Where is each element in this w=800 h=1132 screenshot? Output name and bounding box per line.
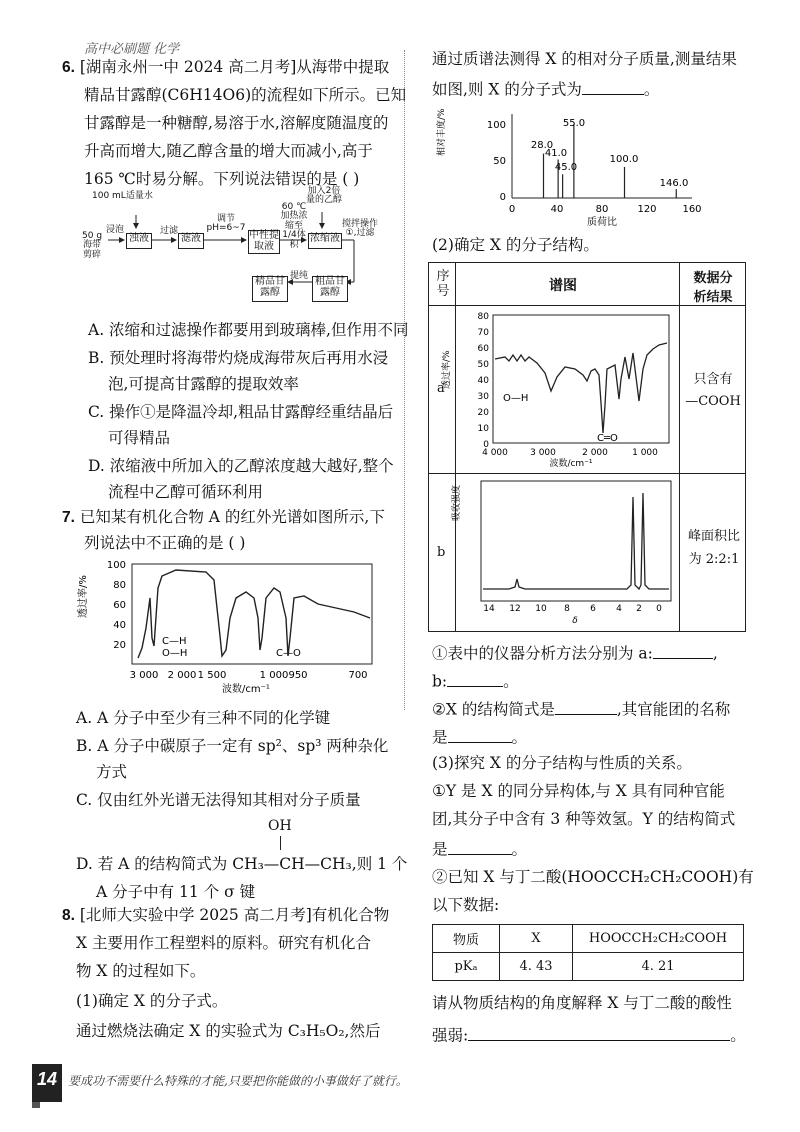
- q8-part3: (3)探究 X 的分子结构与性质的关系。: [432, 754, 692, 772]
- q8-sub2: ②X 的结构简式是: [432, 700, 555, 719]
- svg-text:100: 100: [486, 120, 506, 131]
- svg-text:120: 120: [637, 204, 657, 215]
- q6-option-b-cont: 泡,可提高甘露醇的提取效率: [108, 375, 299, 393]
- q6-line3: 甘露醇是一种糖醇,易溶于水,溶解度随温度的: [84, 114, 389, 132]
- svg-text:3 000: 3 000: [530, 448, 556, 458]
- svg-text:2: 2: [636, 604, 642, 614]
- svg-text:45.0: 45.0: [554, 162, 578, 173]
- svg-text:20: 20: [113, 640, 126, 651]
- flow-stir: 搅拌操作①,过滤: [341, 219, 378, 239]
- svg-text:100: 100: [106, 560, 126, 571]
- row-b-label: b: [437, 545, 446, 560]
- svg-text:100.0: 100.0: [609, 154, 639, 165]
- row-a-result-2: —COOH: [685, 394, 741, 410]
- peak-ch: C—H: [162, 636, 187, 647]
- flow-soak: 浸泡: [106, 225, 125, 235]
- svg-text:0: 0: [656, 604, 662, 614]
- svg-text:40: 40: [113, 620, 126, 631]
- svg-text:3 000: 3 000: [129, 670, 159, 681]
- q8-s4: ②已知 X 与丁二酸(HOOCCH₂CH₂COOH)有: [432, 868, 754, 886]
- pka-h3: HOOCCH₂CH₂COOH: [573, 925, 744, 953]
- ir-spectrum-a: [78, 558, 386, 698]
- q7-line1: 已知某有机化合物 A 的红外光谱如图所示,下: [79, 508, 385, 526]
- q6-line5: 165 ℃时易分解。下列说法错误的是 ( ): [84, 170, 360, 188]
- q7-option-c: C. 仅由红外光谱无法得知其相对分子质量: [76, 791, 361, 809]
- svg-text:1 000: 1 000: [259, 670, 289, 681]
- flow-box-filtrate: 滤液: [178, 233, 204, 249]
- question-number: 7.: [62, 509, 75, 526]
- q6-line4: 升高而增大,随乙醇含量的增大而减小,高于: [84, 142, 373, 160]
- svg-text:30: 30: [477, 392, 489, 402]
- q8-part2: (2)确定 X 的分子结构。: [432, 236, 599, 254]
- page-number: 14: [32, 1064, 62, 1102]
- svg-text:0: 0: [499, 192, 506, 203]
- ir-xlabel: 波数/cm⁻¹: [222, 684, 270, 695]
- blank-explanation[interactable]: [468, 1024, 730, 1041]
- flow-box-refined: 精品甘露醇: [252, 276, 288, 302]
- svg-text:1 000: 1 000: [632, 448, 658, 458]
- q6-option-a: A. 浓缩和过滤操作都要用到玻璃棒,但作用不同: [88, 321, 409, 339]
- q7-option-b-cont: 方式: [96, 763, 128, 781]
- svg-text:80: 80: [477, 312, 489, 322]
- q8-line2: X 主要用作工程塑料的原料。研究有机化合: [76, 934, 371, 952]
- peak-co: C—O: [276, 648, 301, 659]
- svg-text:14: 14: [483, 604, 495, 614]
- question-number: 6.: [62, 59, 75, 76]
- flow-box-turbid: 浊液: [126, 233, 152, 249]
- blank-formula[interactable]: [582, 78, 644, 95]
- th-result-1: 数据分: [693, 271, 733, 286]
- svg-text:O—H: O—H: [503, 393, 529, 404]
- q7-option-d: D. 若 A 的结构简式为 CH₃—CH—CH₃,则 1 个: [76, 855, 408, 873]
- blank-structure[interactable]: [555, 698, 617, 715]
- q6-line1: [湖南永州一中 2024 高二月考]从海带中提取: [79, 58, 390, 76]
- svg-text:50: 50: [477, 360, 489, 370]
- svg-text:60: 60: [113, 600, 126, 611]
- svg-text:80: 80: [113, 580, 126, 591]
- question-number: 8.: [62, 907, 75, 924]
- q8-sub2c: 是: [432, 728, 448, 747]
- svg-text:4: 4: [616, 604, 622, 614]
- ir-ylabel: 透过率/%: [78, 575, 89, 618]
- q8-line3: 物 X 的过程如下。: [76, 962, 206, 980]
- flow-box-crude: 粗品甘露醇: [312, 276, 348, 302]
- svg-text:8: 8: [564, 604, 570, 614]
- q8-s1: ①Y 是 X 的同分异构体,与 X 具有同种官能: [432, 782, 725, 800]
- q8-line1: [北师大实验中学 2025 高二月考]有机化合物: [79, 906, 390, 924]
- q8-sub1: ①表中的仪器分析方法分别为 a:: [432, 644, 653, 663]
- flow-box-neutral: 中性提取液: [248, 230, 280, 254]
- svg-text:70: 70: [477, 328, 489, 338]
- svg-text:4 000: 4 000: [482, 448, 508, 458]
- q7-d-bond: [280, 836, 281, 850]
- flow-box-concentrate: 浓缩液: [308, 233, 342, 249]
- nmr-xlabel: δ: [572, 616, 578, 626]
- th-spectrum: 谱图: [549, 278, 577, 294]
- q6-option-b: B. 预处理时将海带灼烧成海带灰后再用水浸: [88, 349, 389, 367]
- q8-e2: 强弱:: [432, 1026, 469, 1045]
- flow-heat: 60 ℃加热浓缩至1/4体积: [280, 202, 308, 250]
- flow-filter: 过滤: [160, 226, 179, 236]
- column-divider: [404, 50, 405, 710]
- footer-motto: 要成功不需要什么特殊的才能,只要把你能做的小事做好了就行。: [68, 1074, 408, 1088]
- svg-text:700: 700: [348, 670, 368, 681]
- q6-option-c-cont: 可得精品: [108, 429, 171, 447]
- pka-r1: pKₐ: [433, 953, 500, 981]
- q8-sub1b: b:: [432, 672, 448, 691]
- q8-part1-text: 通过燃烧法确定 X 的实验式为 C₃H₅O₂,然后: [76, 1022, 381, 1040]
- flow-water: 100 mL适量水: [92, 191, 153, 201]
- svg-text:C═O: C═O: [597, 433, 618, 444]
- ir-x-xlabel: 波数/cm⁻¹: [549, 459, 593, 469]
- flow-adjust: 调节pH=6~7: [206, 214, 246, 234]
- blank-functional-group[interactable]: [448, 726, 512, 743]
- pka-v1: 4. 43: [500, 953, 573, 981]
- q6-option-d-cont: 流程中乙醇可循环利用: [108, 483, 264, 501]
- q8-s3: 是: [432, 840, 448, 859]
- svg-text:6: 6: [590, 604, 596, 614]
- nmr-ylabel: 吸收强度: [452, 484, 462, 521]
- svg-text:0: 0: [508, 204, 516, 215]
- svg-text:41.0: 41.0: [544, 148, 568, 159]
- blank-method-a[interactable]: [653, 642, 713, 659]
- ir-x-ylabel: 透过率/%: [442, 350, 452, 389]
- running-title: 高中必刷题 化学: [84, 42, 180, 57]
- q7-option-a: A. A 分子中至少有三种不同的化学键: [76, 709, 331, 727]
- q6-line2: 精品甘露醇(C6H14O6)的流程如下所示。已知: [84, 86, 407, 104]
- svg-text:50: 50: [493, 156, 506, 167]
- q8-e1: 请从物质结构的角度解释 X 与丁二酸的酸性: [432, 994, 732, 1012]
- q8-s5: 以下数据:: [432, 896, 500, 914]
- svg-text:2 000: 2 000: [582, 448, 608, 458]
- svg-text:40: 40: [477, 376, 489, 386]
- row-a-result-1: 只含有: [693, 372, 733, 387]
- q7-option-d-cont: A 分子中有 11 个 σ 键: [96, 883, 256, 901]
- q7-d-oh: OH: [268, 818, 292, 834]
- analysis-table: [428, 262, 746, 632]
- peak-oh: O—H: [162, 648, 188, 659]
- svg-text:28.0: 28.0: [530, 140, 554, 151]
- row-a-label: a: [437, 381, 445, 396]
- svg-text:80: 80: [595, 204, 609, 215]
- ir-spectrum-x: [442, 309, 675, 469]
- row-b-result-1: 峰面积比: [687, 529, 740, 544]
- th-index: 序号: [436, 269, 450, 299]
- blank-method-b[interactable]: [447, 670, 503, 687]
- svg-text:1 500: 1 500: [197, 670, 227, 681]
- pka-h2: X: [500, 925, 573, 953]
- flow-start: 50 g 海带 剪碎: [82, 231, 103, 260]
- svg-text:160: 160: [682, 204, 702, 215]
- svg-text:10: 10: [477, 424, 489, 434]
- blank-y-structure[interactable]: [448, 838, 512, 855]
- svg-text:146.0: 146.0: [659, 178, 689, 189]
- row-b-result-2: 为 2:2:1: [688, 552, 740, 568]
- svg-text:950: 950: [288, 670, 308, 681]
- ms-ylabel: 相对丰度/%: [437, 108, 447, 156]
- svg-text:40: 40: [550, 204, 564, 215]
- svg-text:0: 0: [483, 440, 489, 450]
- q6-option-c: C. 操作①是降温冷却,粗品甘露醇经重结晶后: [88, 403, 394, 421]
- mass-spectrum: [437, 108, 710, 228]
- q8-sub2b: ,其官能团的名称: [616, 700, 731, 719]
- q7-line2: 列说法中不正确的是 ( ): [84, 534, 246, 552]
- nmr-spectrum: [452, 477, 675, 627]
- pka-table: [432, 924, 744, 981]
- th-result-2: 析结果: [693, 290, 733, 305]
- flow-purify: 提纯: [290, 271, 309, 281]
- q8-part1: (1)确定 X 的分子式。: [76, 992, 228, 1010]
- pka-v2: 4. 21: [573, 953, 744, 981]
- pka-h1: 物质: [433, 925, 500, 953]
- q8-r2: 如图,则 X 的分子式为: [432, 80, 582, 99]
- svg-text:10: 10: [535, 604, 547, 614]
- q6-option-d: D. 浓缩液中所加入的乙醇浓度越大越好,整个: [88, 457, 394, 475]
- flow-ethanol: 加入2倍量的乙醇: [305, 186, 342, 206]
- q7-option-b: B. A 分子中碳原子一定有 sp²、sp³ 两种杂化: [76, 737, 389, 755]
- svg-text:12: 12: [509, 604, 521, 614]
- q8-s2: 团,其分子中含有 3 种等效氢。Y 的结构简式: [432, 810, 736, 828]
- ms-xlabel: 质荷比: [587, 217, 617, 228]
- q8-r1: 通过质谱法测得 X 的相对分子质量,测量结果: [432, 50, 737, 68]
- svg-text:60: 60: [477, 344, 489, 354]
- svg-text:2 000: 2 000: [167, 670, 197, 681]
- svg-text:20: 20: [477, 408, 489, 418]
- svg-text:55.0: 55.0: [562, 118, 586, 129]
